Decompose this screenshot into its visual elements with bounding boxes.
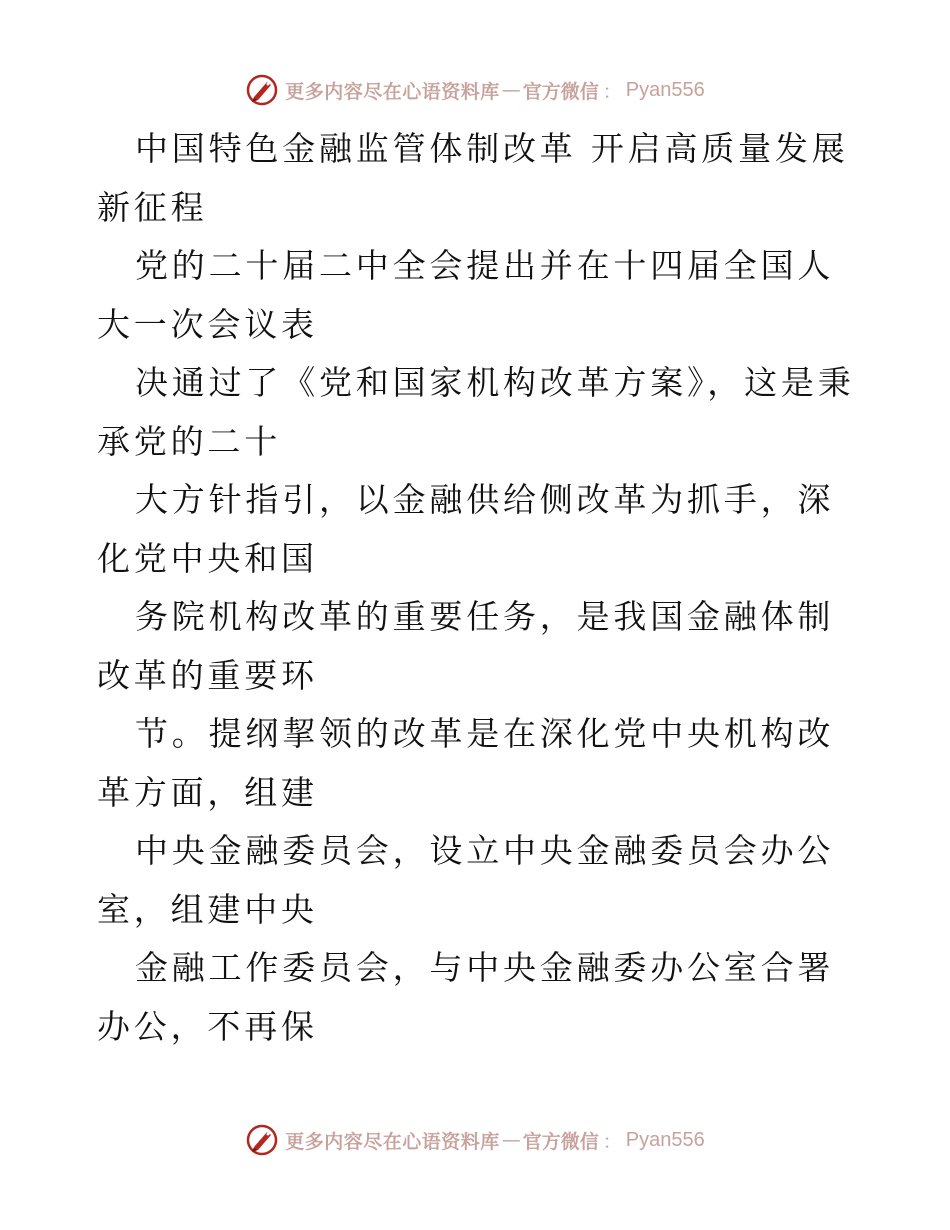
document-paragraph: 金融工作委员会，与中央金融委办公室合署办公，不再保 xyxy=(97,948,835,1046)
header-banner xyxy=(0,70,950,110)
footer-banner xyxy=(0,1120,950,1160)
banner-wechat-label: 官方微信 xyxy=(522,1130,599,1153)
banner-dash: — xyxy=(501,1129,521,1151)
document-body xyxy=(97,120,857,1056)
document-paragraph: 大方针指引，以金融供给侧改革为抓手，深化党中央和国 xyxy=(97,480,835,578)
document-title: 中国特色金融监管体制改革 开启高质量发展新征程 xyxy=(97,129,849,227)
banner-wechat-id: Pyan556 xyxy=(625,1128,705,1151)
banner-separator: ： xyxy=(602,80,622,103)
banner-dash: — xyxy=(501,79,521,101)
pen-logo-icon xyxy=(245,73,279,107)
document-paragraph: 务院机构改革的重要任务，是我国金融体制改革的重要环 xyxy=(97,597,835,695)
banner-slogan: 更多内容尽在心语资料库 xyxy=(285,80,500,103)
banner-slogan: 更多内容尽在心语资料库 xyxy=(285,1130,500,1153)
document-paragraph: 决通过了《党和国家机构改革方案》，这是秉承党的二十 xyxy=(97,363,855,461)
banner-wechat-label: 官方微信 xyxy=(522,80,599,103)
document-paragraph: 党的二十届二中全会提出并在十四届全国人大一次会议表 xyxy=(97,246,835,344)
banner-wechat-id: Pyan556 xyxy=(625,78,705,101)
document-paragraph: 节。提纲挈领的改革是在深化党中央机构改革方面，组建 xyxy=(97,714,835,812)
document-paragraph: 中央金融委员会，设立中央金融委员会办公室，组建中央 xyxy=(97,831,835,929)
pen-logo-icon xyxy=(245,1123,279,1157)
banner-separator: ： xyxy=(602,1130,622,1153)
